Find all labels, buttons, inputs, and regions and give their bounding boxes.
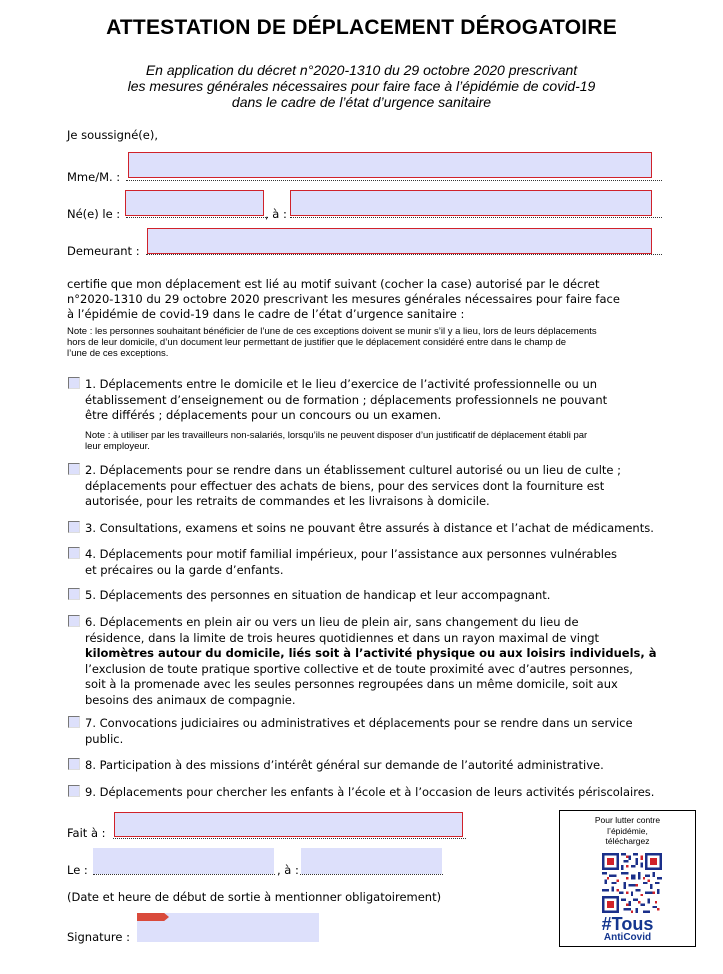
reason-9-checkbox[interactable] — [68, 785, 80, 797]
reason-4-text — [85, 547, 685, 578]
reason-7-text — [85, 716, 685, 747]
name-label: Mme/M. : — [67, 170, 121, 184]
reason-9-text — [85, 785, 685, 801]
anticovid-qr-box — [559, 810, 696, 947]
reason-line: public. — [85, 731, 124, 746]
certifie-line: à l’épidémie de covid-19 dans le cadre de l’état d’urgence sanitaire : — [67, 307, 465, 321]
signature-tag-icon — [137, 913, 169, 921]
qr-caption-line: l’épidémie, — [607, 825, 648, 836]
reason-6-checkbox[interactable] — [68, 615, 80, 627]
reason-1-note-line: Note : à utiliser par les travailleurs non-salariés, lorsqu’ils ne peuvent disposer d’un justificatif de déplacement établi par — [85, 430, 588, 441]
reason-1-note — [85, 430, 695, 452]
reason-line: autorisée, pour les retraits de commandes et les livraisons à domicile. — [85, 494, 490, 508]
fait-dotted-line — [113, 838, 466, 839]
reason-1-text — [85, 377, 685, 424]
qr-caption-line: Pour lutter contre — [594, 815, 661, 825]
date-label: Le : — [67, 863, 88, 877]
date-dotted-line — [93, 874, 275, 875]
time-dotted-line — [300, 874, 443, 875]
signature-label: Signature : — [67, 930, 131, 944]
date-input[interactable] — [93, 848, 274, 874]
certifie-line: certifie que mon déplacement est lié au motif suivant (cocher la case) autorisé par le décret — [67, 277, 600, 291]
reason-8-checkbox[interactable] — [68, 758, 80, 770]
document-subtitle — [0, 62, 723, 110]
birthplace-label: , à : — [265, 207, 287, 221]
general-note-line: Note : les personnes souhaitant bénéficier de l’une de ces exceptions doivent se munir s’il y a lieu, lors de leurs déplacements — [67, 326, 597, 337]
reason-line: besoins des animaux de compagnie. — [85, 692, 296, 707]
reason-line: 3. Consultations, examens et soins ne pouvant être assurés à distance et l’achat de médicaments. — [85, 521, 654, 535]
reason-line: soit à la promenade avec les seules personnes regroupées dans un même domicile, soit aux — [85, 677, 618, 691]
certifie-line: n°2020-1310 du 29 octobre 2020 prescrivant les mesures générales nécessaires pour faire face — [67, 292, 620, 306]
name-input[interactable] — [128, 152, 652, 178]
date-note: (Date et heure de début de sortie à mentionner obligatoirement) — [67, 890, 442, 904]
address-label: Demeurant : — [67, 244, 140, 258]
general-note-line: hors de leur domicile, d’un document leur permettant de justifier que le déplacement considéré entre dans le champ de — [67, 337, 567, 348]
reason-5-checkbox[interactable] — [68, 588, 80, 600]
tous-hashtag: #Tous — [601, 914, 654, 934]
reason-line: 6. Déplacements en plein air ou vers un lieu de plein air, sans changement du lieu de — [85, 615, 579, 629]
soussigne-label: Je soussigné(e), — [67, 128, 158, 142]
subtitle-line: En application du décret n°2020-1310 du 29 octobre 2020 prescrivant — [145, 62, 578, 78]
reason-line: déplacements pour effectuer des achats de biens, pour des services dont la fourniture est — [85, 478, 605, 493]
subtitle-line: dans le cadre de l’état d’urgence sanitaire — [231, 94, 492, 110]
reason-line: 4. Déplacements pour motif familial impérieux, pour l’assistance aux personnes vulnérables — [85, 547, 618, 561]
reason-line: 9. Déplacements pour chercher les enfants à l’école et à l’occasion de leurs activités périscolaires. — [85, 785, 655, 799]
anticovid-label: AntiCovid — [603, 932, 652, 943]
reason-2-checkbox[interactable] — [68, 463, 80, 475]
reason-1-note-line: leur employeur. — [85, 441, 150, 452]
birth-date-dotted-line — [126, 217, 268, 218]
reason-line: 5. Déplacements des personnes en situation de handicap et leur accompagnant. — [85, 588, 551, 602]
reason-line: l’exclusion de toute pratique sportive collective et de toute proximité avec d’autres personnes, — [85, 661, 633, 676]
name-dotted-line — [126, 180, 662, 181]
reason-line: être différés ; déplacements pour un concours ou un examen. — [85, 408, 442, 422]
address-dotted-line — [146, 254, 662, 255]
reason-line: résidence, dans la limite de trois heures quotidiennes et dans un rayon maximal de vingt — [85, 630, 600, 645]
birth-date-label: Né(e) le : — [67, 207, 121, 221]
reason-line: 2. Déplacements pour se rendre dans un établissement culturel autorisé ou un lieu de culte ; — [85, 463, 622, 477]
reason-line: kilomètres autour du domicile, liés soit à l’activité physique ou aux loisirs individuels, à — [85, 646, 657, 660]
reason-line: 1. Déplacements entre le domicile et le lieu d’exercice de l’activité professionnelle ou un — [85, 377, 598, 391]
reason-6-text — [85, 615, 685, 708]
certifie-paragraph — [67, 277, 687, 322]
reason-3-checkbox[interactable] — [68, 521, 80, 533]
subtitle-line: les mesures générales nécessaires pour faire face à l’épidémie de covid-19 — [127, 78, 596, 94]
qr-caption — [560, 815, 695, 847]
reason-7-checkbox[interactable] — [68, 716, 80, 728]
time-input[interactable] — [301, 848, 442, 874]
fait-label: Fait à : — [67, 826, 106, 840]
reason-line: et précaires ou la garde d’enfants. — [85, 562, 284, 577]
reason-line: établissement d’enseignement ou de formation ; déplacements professionnels ne pouvant — [85, 392, 608, 407]
qr-code-icon — [602, 853, 662, 913]
reason-1-checkbox[interactable] — [68, 377, 80, 389]
reason-8-text — [85, 758, 685, 774]
general-note — [67, 326, 697, 359]
reason-4-checkbox[interactable] — [68, 547, 80, 559]
document-title: ATTESTATION DE DÉPLACEMENT DÉROGATOIRE — [106, 16, 617, 39]
reason-line: 7. Convocations judiciaires ou administratives et déplacements pour se rendre dans un service — [85, 716, 633, 730]
reason-2-text — [85, 463, 685, 510]
time-label: , à : — [277, 863, 299, 877]
qr-caption-line: téléchargez — [605, 836, 650, 846]
reason-line: 8. Participation à des missions d’intérêt général sur demande de l’autorité administrative. — [85, 758, 604, 772]
fait-input[interactable] — [114, 812, 463, 837]
birth-date-input[interactable] — [125, 190, 264, 216]
general-note-line: l’une de ces exceptions. — [67, 348, 169, 359]
reason-3-text — [85, 521, 685, 537]
birthplace-input[interactable] — [290, 190, 652, 216]
address-input[interactable] — [147, 228, 652, 254]
birthplace-dotted-line — [290, 217, 662, 218]
reason-5-text — [85, 588, 685, 604]
